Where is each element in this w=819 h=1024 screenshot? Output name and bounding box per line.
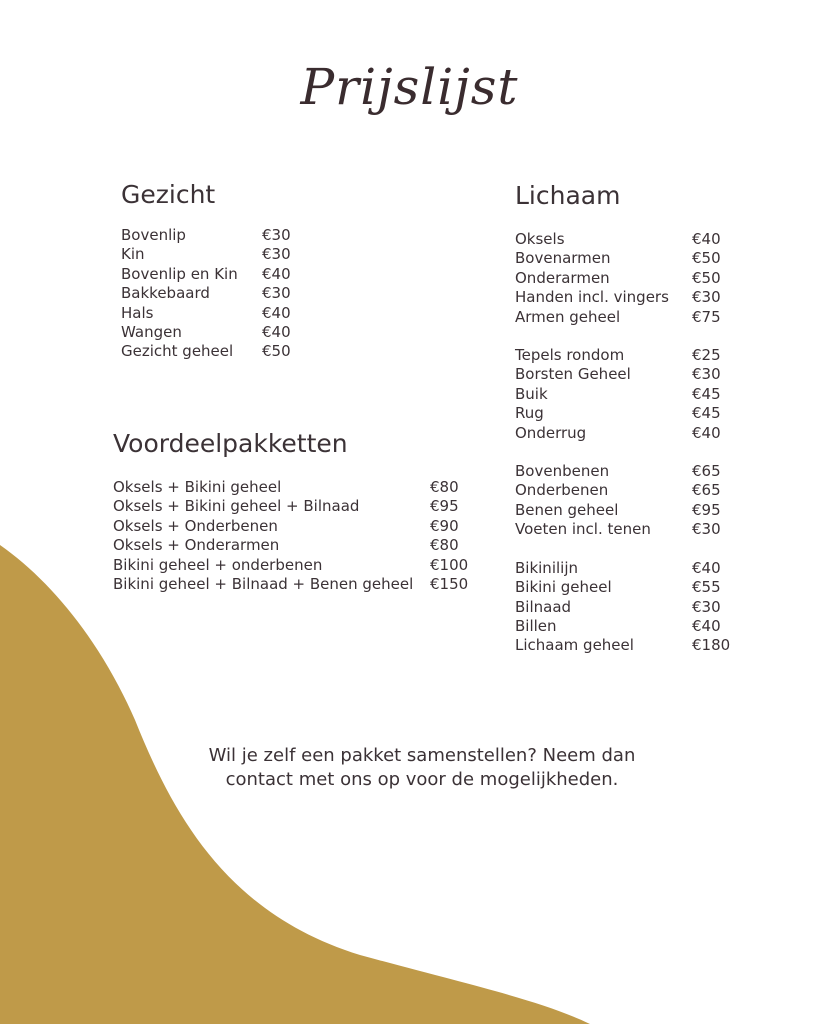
price-row [515, 404, 730, 423]
item-price: €40 [262, 303, 291, 322]
lichaam-group [515, 559, 730, 656]
item-name: Bikinilijn [515, 558, 578, 577]
item-name: Onderbenen [515, 481, 609, 500]
price-row [515, 578, 730, 597]
item-price: €25 [692, 346, 721, 365]
item-name: Borsten Geheel [515, 365, 631, 384]
item-name: Bikini geheel + onderbenen [113, 555, 323, 574]
price-row [515, 230, 730, 249]
price-row [515, 617, 730, 636]
item-name: Oksels [515, 230, 565, 248]
item-name: Oksels + Bikini geheel [113, 478, 282, 496]
item-name: Oksels + Bikini geheel + Bilnaad [113, 497, 360, 516]
item-price: €150 [430, 575, 469, 594]
price-row [113, 497, 468, 516]
price-row [113, 536, 468, 555]
item-name: Gezicht geheel [121, 342, 234, 361]
item-name: Oksels + Onderarmen [113, 536, 280, 555]
item-name: Hals [121, 303, 154, 322]
item-price: €80 [430, 478, 459, 496]
footer-line-1: Wil je zelf een pakket samenstellen? Neem dan [208, 745, 636, 766]
item-price: €40 [262, 323, 291, 342]
price-row [113, 478, 468, 497]
price-row [113, 556, 468, 575]
price-row [121, 226, 291, 245]
item-price: €40 [262, 264, 291, 283]
price-row [515, 636, 730, 655]
item-price: €95 [692, 500, 721, 519]
item-price: €65 [692, 462, 721, 481]
item-name: Tepels rondom [515, 346, 625, 365]
price-row [515, 481, 730, 500]
item-name: Voeten incl. tenen [515, 520, 651, 539]
price-row [515, 365, 730, 384]
item-name: Bikini geheel [515, 578, 612, 597]
price-row [515, 559, 730, 578]
item-name: Rug [515, 404, 544, 423]
item-price: €45 [692, 384, 721, 403]
price-row [515, 269, 730, 288]
item-price: €30 [692, 365, 721, 384]
gezicht-price-list [121, 226, 291, 362]
price-row [121, 323, 291, 342]
item-price: €30 [262, 284, 291, 303]
footer-line-2: contact met ons op voor de mogelijkheden. [225, 769, 619, 790]
price-row [515, 249, 730, 268]
item-price: €40 [692, 230, 721, 248]
item-price: €80 [430, 536, 459, 555]
item-name: Lichaam geheel [515, 636, 634, 655]
item-price: €95 [430, 497, 459, 516]
lichaam-group [515, 346, 730, 443]
item-name: Bikini geheel + Bilnaad + Benen geheel [113, 575, 414, 594]
item-price: €75 [692, 307, 721, 326]
lichaam-group [515, 230, 730, 327]
price-row [515, 308, 730, 327]
price-row [515, 346, 730, 365]
price-row [113, 575, 468, 594]
item-name: Onderrug [515, 423, 587, 442]
item-price: €30 [262, 245, 291, 264]
item-price: €30 [692, 288, 721, 307]
price-row [121, 342, 291, 361]
item-price: €30 [692, 597, 721, 616]
item-price: €100 [430, 555, 469, 574]
item-name: Wangen [121, 323, 182, 342]
price-row [515, 520, 730, 539]
item-name: Kin [121, 245, 145, 264]
page-title: Prijslijst [300, 58, 519, 116]
gezicht-heading: Gezicht [121, 180, 216, 209]
price-row [121, 284, 291, 303]
lichaam-heading: Lichaam [515, 181, 621, 210]
item-price: €30 [692, 520, 721, 539]
footer-message [0, 744, 819, 792]
item-name: Benen geheel [515, 500, 619, 519]
item-price: €40 [692, 423, 721, 442]
price-row [515, 385, 730, 404]
item-name: Bakkebaard [121, 284, 210, 303]
item-name: Oksels + Onderbenen [113, 516, 278, 535]
item-name: Billen [515, 616, 557, 635]
item-price: €50 [692, 268, 721, 287]
item-price: €50 [262, 342, 291, 361]
item-price: €30 [262, 226, 291, 244]
price-row [515, 501, 730, 520]
voordeelpakketten-price-list [113, 478, 468, 594]
item-name: Buik [515, 384, 548, 403]
item-name: Bovenbenen [515, 462, 610, 481]
item-name: Onderarmen [515, 268, 610, 287]
lichaam-price-list [515, 230, 730, 675]
price-row [121, 245, 291, 264]
item-name: Armen geheel [515, 307, 621, 326]
price-row [515, 598, 730, 617]
item-price: €65 [692, 481, 721, 500]
item-price: €40 [692, 558, 721, 577]
item-price: €40 [692, 616, 721, 635]
item-price: €50 [692, 249, 721, 268]
item-price: €90 [430, 516, 459, 535]
item-name: Bilnaad [515, 597, 572, 616]
item-name: Handen incl. vingers [515, 288, 669, 307]
price-row [113, 517, 468, 536]
item-name: Bovenlip en Kin [121, 264, 238, 283]
price-row [515, 288, 730, 307]
item-price: €45 [692, 404, 721, 423]
item-name: Bovenlip [121, 226, 186, 244]
item-price: €55 [692, 578, 721, 597]
price-row [515, 462, 730, 481]
price-row [121, 265, 291, 284]
price-row [121, 304, 291, 323]
lichaam-group [515, 462, 730, 540]
price-row [515, 424, 730, 443]
voordeelpakketten-heading: Voordeelpakketten [113, 429, 348, 458]
item-name: Bovenarmen [515, 249, 611, 268]
item-price: €180 [692, 636, 731, 655]
